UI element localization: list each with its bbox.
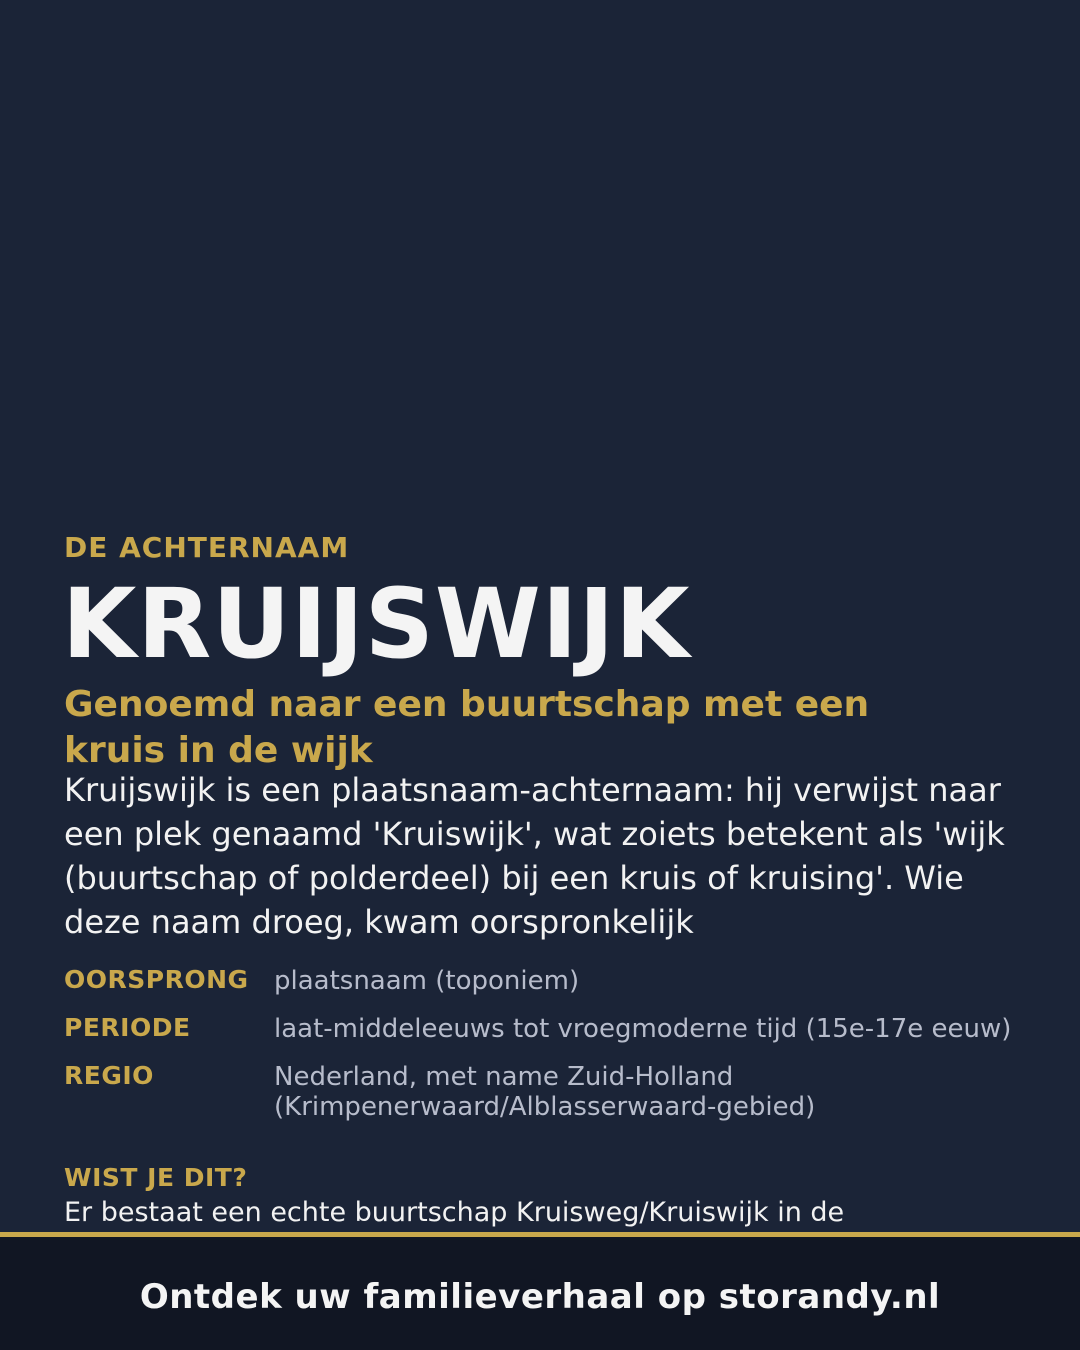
surname-title: KRUIJSWIJK bbox=[62, 568, 691, 680]
description-text: Kruijswijk is een plaatsnaam-achternaam: hij verwijst naar een plek genaamd 'Kruiswijk', wat zoiets betekent als 'wijk (buurtschap of polderdeel) bij een kruis of kruising'. Wie deze naam droeg, kwam oorspronkelijk bbox=[64, 771, 1005, 941]
tagline: Genoemd naar een buurtschap met een kruis in de wijk bbox=[64, 684, 870, 771]
fact-row-origin bbox=[64, 964, 1016, 996]
fact-value: Nederland, met name Zuid-Holland (Krimpenerwaard/Alblasserwaard-gebied) bbox=[274, 1062, 816, 1122]
footer-cta[interactable]: Ontdek uw familieverhaal op storandy.nl bbox=[139, 1276, 941, 1317]
fact-label: OORSPRONG bbox=[64, 965, 249, 994]
fact-value: plaatsnaam (toponiem) bbox=[274, 966, 580, 996]
footer-banner bbox=[0, 1232, 1080, 1350]
fact-value: laat-middeleeuws tot vroegmoderne tijd (15e-17e eeuw) bbox=[274, 1014, 1012, 1044]
eyebrow-label: DE ACHTERNAAM bbox=[64, 531, 350, 564]
fact-label: PERIODE bbox=[64, 1013, 191, 1042]
fact-row-period bbox=[64, 1012, 1016, 1044]
did-you-know-text: Er bestaat een echte buurtschap Kruisweg/Kruiswijk in de bbox=[64, 1197, 845, 1228]
fact-label: REGIO bbox=[64, 1061, 154, 1090]
facts-list bbox=[64, 964, 1016, 1138]
did-you-know-label: WIST JE DIT? bbox=[64, 1163, 248, 1192]
fact-row-region bbox=[64, 1060, 1016, 1122]
